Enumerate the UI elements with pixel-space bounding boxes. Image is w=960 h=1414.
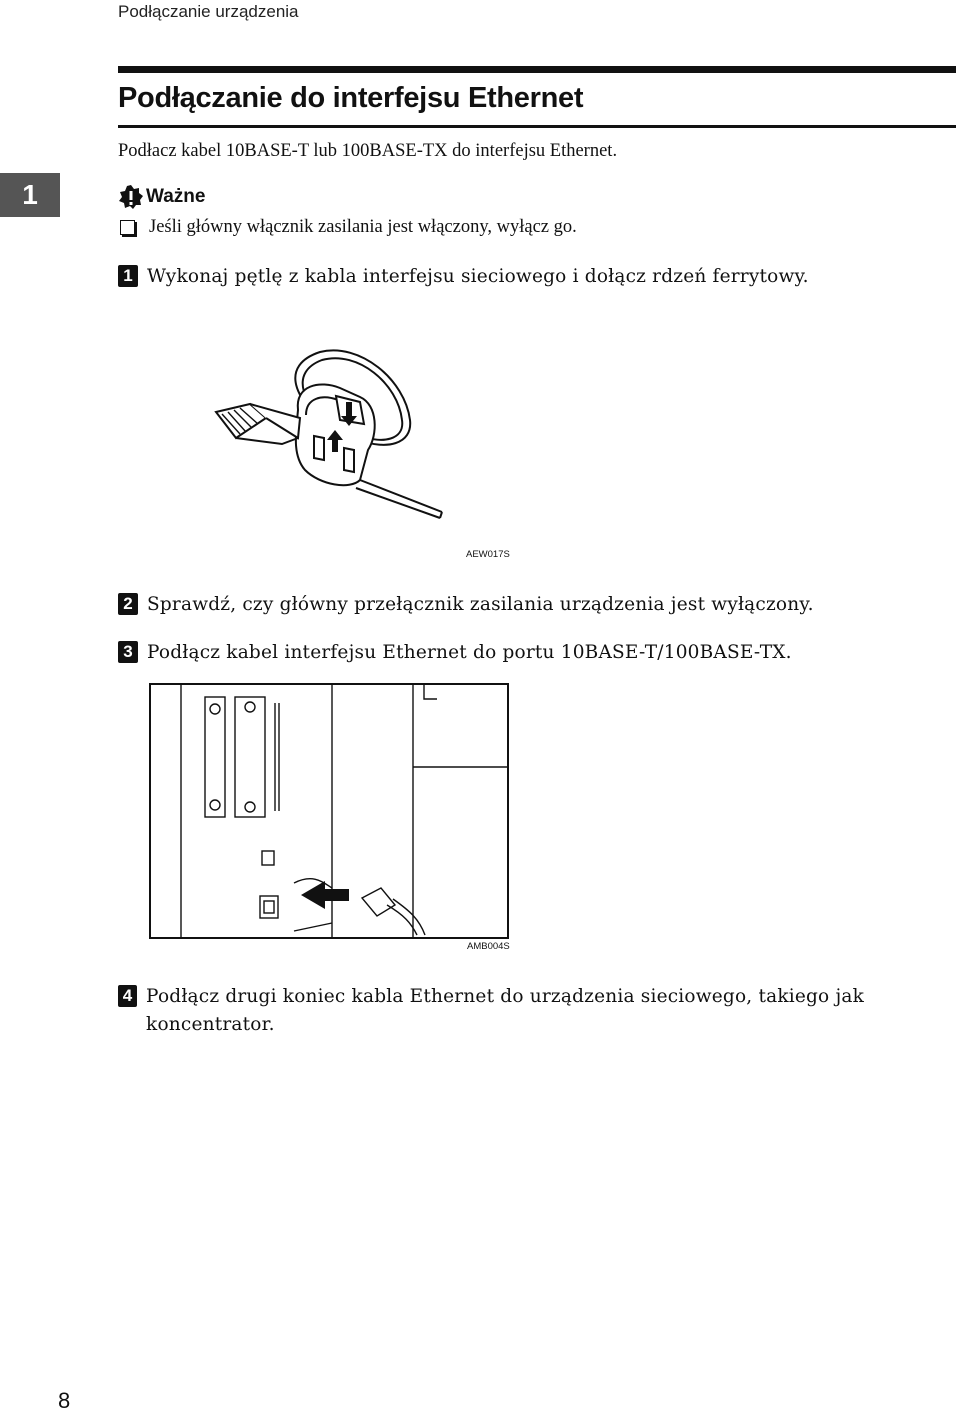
ethernet-port-illustration [149,683,509,939]
step-text: Wykonaj pętlę z kabla interfejsu sieciowego i dołącz rdzeń ferrytowy. [147,266,809,287]
step-number-badge: 4 [118,985,137,1007]
step-4 [118,983,958,1039]
important-heading [118,184,205,210]
step-1 [118,263,809,291]
step-number-badge: 3 [118,641,138,663]
section-rule-top [118,66,956,73]
chapter-tab: 1 [0,173,60,217]
section-rule-bottom [118,125,956,128]
important-icon [118,184,144,210]
step-number-badge: 1 [118,265,138,287]
page-number: 8 [58,1388,71,1413]
running-header: Podłączanie urządzenia [118,2,299,21]
important-note-text: Jeśli główny włącznik zasilania jest włączony, wyłącz go. [149,217,577,237]
important-note [118,217,577,238]
checkbox-bullet-icon [120,220,135,235]
intro-text: Podłacz kabel 10BASE-T lub 100BASE-TX do interfejsu Ethernet. [118,141,618,161]
step-3 [118,639,792,667]
step-text: Sprawdź, czy główny przełącznik zasilania urządzenia jest wyłączony. [147,594,814,615]
figure-code: AMB004S [467,941,510,952]
ferrite-core-illustration [210,340,520,560]
figure-code: AEW017S [466,549,510,560]
important-label: Ważne [146,186,206,207]
step-text: Podłącz drugi koniec kabla Ethernet do urządzenia sieciowego, takiego jak koncentrator. [146,986,865,1035]
section-title: Podłączanie do interfejsu Ethernet [118,82,584,114]
step-number-badge: 2 [118,593,138,615]
step-2 [118,591,814,619]
step-text: Podłącz kabel interfejsu Ethernet do portu 10BASE-T/100BASE-TX. [147,642,792,663]
